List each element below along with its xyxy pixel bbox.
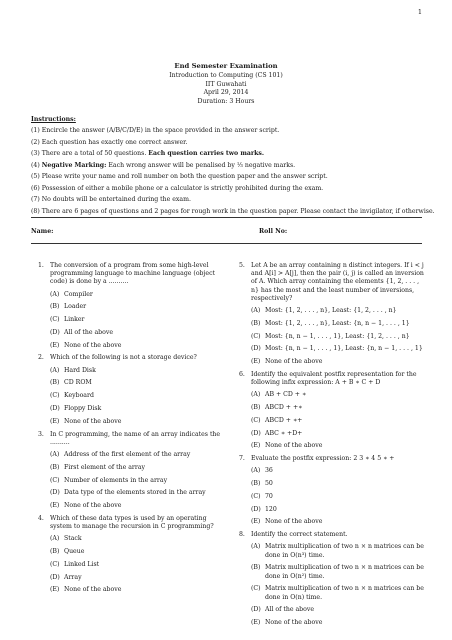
option-text: ABCD + ∗+ <box>265 416 303 424</box>
option-text: ABC ∗ +D+ <box>265 429 303 437</box>
option-text: Keyboard <box>64 392 94 400</box>
answer-option <box>50 316 224 324</box>
answer-option <box>251 543 425 559</box>
answer-option <box>50 535 224 543</box>
answer-option <box>50 502 224 510</box>
option-text: Data type of the elements stored in the array <box>64 489 206 497</box>
option-label: (C) <box>50 476 60 484</box>
instruction-item <box>31 196 423 204</box>
question-number: 2. <box>38 354 44 362</box>
option-label: (A) <box>50 366 60 374</box>
instruction-item <box>31 207 435 216</box>
option-list <box>50 291 224 350</box>
instruction-bold-text: Each question carries two marks. <box>148 150 265 158</box>
option-text: Matrix multiplication of two n × n matrices can be done in O(n³) time. <box>265 543 424 559</box>
questions-right-column <box>239 262 425 632</box>
instruction-text: There are 6 pages of questions and 2 pages for rough work in the question paper. Please contact the invigilator, if otherwise. <box>41 207 435 215</box>
instructions-list <box>31 127 435 216</box>
option-label: (D) <box>251 429 261 437</box>
instruction-item <box>31 185 423 193</box>
answer-option <box>251 417 425 425</box>
option-text: Most: {n, n − 1, . . . , 1}, Least: {1, 2, . . . , n} <box>265 332 410 340</box>
answer-option <box>50 561 224 569</box>
answer-option <box>251 506 425 514</box>
question-number: 8. <box>239 531 245 539</box>
instruction-item <box>31 127 423 135</box>
option-text: Stack <box>64 535 82 543</box>
answer-option <box>251 493 425 501</box>
answer-option <box>50 489 224 497</box>
option-list <box>251 307 425 366</box>
question-number: 4. <box>38 514 44 522</box>
option-label: (B) <box>251 404 261 411</box>
option-text: ABCD + +∗ <box>265 404 303 411</box>
answer-option <box>251 564 425 580</box>
option-label: (D) <box>50 573 60 581</box>
question-text: Identify the equivalent postfix representation for the following infix expression: A + B ∗ C + D <box>251 370 417 387</box>
answer-option <box>251 467 425 475</box>
divider <box>31 217 422 218</box>
name-label: Name: <box>31 228 54 235</box>
option-text: All of the above <box>265 606 315 614</box>
instruction-text: Possession of either a mobile phone or a calculator is strictly prohibited during the exam. <box>41 184 324 192</box>
divider <box>31 243 422 244</box>
option-label: (B) <box>50 303 60 311</box>
answer-option <box>251 442 425 450</box>
answer-option <box>50 379 224 387</box>
option-text: AB + CD + ∗ <box>265 391 307 399</box>
option-text: Linker <box>64 316 85 324</box>
answer-option <box>251 480 425 488</box>
option-list <box>251 391 425 450</box>
option-text: 120 <box>265 505 277 513</box>
question <box>239 371 425 451</box>
answer-option <box>50 342 224 350</box>
option-label: (B) <box>251 480 261 488</box>
question-number: 6. <box>239 370 245 378</box>
option-label: (A) <box>50 290 60 298</box>
option-list <box>50 367 224 426</box>
option-label: (C) <box>251 332 261 340</box>
question-text: Which of these data types is used by an operating system to manage the recursion in C programming? <box>50 514 214 531</box>
option-text: Matrix multiplication of two n × n matrices can be done in O(n²) time. <box>265 564 424 580</box>
instruction-text: There are a total of 50 questions. <box>41 150 149 158</box>
answer-option <box>251 430 425 438</box>
option-label: (C) <box>50 316 60 324</box>
question-number: 3. <box>38 430 44 438</box>
option-text: Array <box>64 573 82 581</box>
question-text: Let A be an array containing n distinct integers. If i < j and A[i] > A[j], then the pair (i, j) is called an inversion of A. Which array containing the elements {1, 2, . . . , n} has the most and the least number of inversions, respectively? <box>251 262 424 302</box>
institute-name: IIT Guwahati <box>205 80 247 88</box>
option-label: (A) <box>50 450 60 458</box>
instruction-number: (4) <box>31 161 40 169</box>
instruction-text: Please write your name and roll number on both the question paper and the answer script. <box>41 173 328 181</box>
answer-option <box>251 333 425 341</box>
answer-option <box>50 392 224 400</box>
question-number: 1. <box>38 262 44 269</box>
question <box>38 354 224 426</box>
instruction-number: (3) <box>31 150 40 158</box>
questions-left-column <box>38 262 224 599</box>
option-list <box>50 535 224 594</box>
option-label: (C) <box>251 416 261 424</box>
option-label: (A) <box>251 543 261 551</box>
answer-option <box>50 418 224 426</box>
option-label: (C) <box>251 585 261 593</box>
option-label: (C) <box>50 560 60 568</box>
option-text: Most: {n, n − 1, . . . , 1}, Least: {n, n − 1, . . . , 1} <box>265 345 423 353</box>
instructions <box>31 116 435 219</box>
option-label: (B) <box>251 564 261 572</box>
option-text: Queue <box>64 548 85 555</box>
answer-option <box>251 320 425 328</box>
answer-option <box>50 329 224 337</box>
option-label: (C) <box>50 392 60 400</box>
option-text: Hard Disk <box>64 366 96 374</box>
option-text: None of the above <box>265 358 323 366</box>
instruction-item <box>31 139 423 147</box>
instruction-text: Each question has exactly one correct answer. <box>41 138 188 146</box>
answer-option <box>251 307 425 315</box>
answer-option <box>50 464 224 472</box>
instruction-number: (1) <box>31 127 40 135</box>
question-stem <box>38 262 224 287</box>
name-roll-bar <box>31 228 422 236</box>
instructions-heading: Instructions: <box>31 116 76 123</box>
question-text: Which of the following is not a storage device? <box>50 354 197 362</box>
question-number: 5. <box>239 262 245 269</box>
option-label: (B) <box>251 319 261 327</box>
option-label: (D) <box>251 505 261 513</box>
option-label: (E) <box>50 502 60 510</box>
option-text: Compiler <box>64 290 93 298</box>
option-label: (E) <box>251 358 261 366</box>
option-text: Most: {1, 2, . . . , n}, Least: {n, n − 1, . . . , 1} <box>265 319 410 327</box>
exam-date: April 29, 2014 <box>203 89 249 97</box>
question-number: 7. <box>239 455 245 463</box>
answer-option <box>50 574 224 582</box>
option-label: (E) <box>50 341 60 349</box>
option-text: None of the above <box>64 341 122 349</box>
option-label: (E) <box>50 586 60 594</box>
option-label: (E) <box>251 442 261 450</box>
option-text: 36 <box>265 467 273 475</box>
instruction-item <box>31 162 423 170</box>
question-stem <box>38 354 224 362</box>
option-text: None of the above <box>64 502 122 510</box>
option-text: None of the above <box>64 417 122 425</box>
option-label: (B) <box>50 548 60 555</box>
answer-option <box>251 606 425 614</box>
option-text: None of the above <box>265 518 323 526</box>
answer-option <box>50 303 224 311</box>
option-text: 50 <box>265 480 273 488</box>
answer-option <box>50 291 224 299</box>
answer-option <box>251 619 425 627</box>
answer-option <box>50 477 224 485</box>
answer-option <box>251 518 425 526</box>
question-stem <box>38 515 224 531</box>
option-text: Floppy Disk <box>64 405 102 412</box>
option-label: (B) <box>50 463 60 471</box>
answer-option <box>251 358 425 366</box>
instruction-number: (6) <box>31 184 40 192</box>
answer-option <box>50 586 224 594</box>
question-text: Evaluate the postfix expression: 2 3 ∗ 4 5 ∗ + <box>251 455 395 463</box>
instruction-bold-text: Negative Marking: <box>41 161 107 169</box>
exam-header <box>0 62 452 107</box>
question <box>239 262 425 366</box>
question-stem <box>239 531 425 539</box>
answer-option <box>50 451 224 459</box>
option-label: (A) <box>251 391 261 399</box>
option-text: All of the above <box>64 328 114 336</box>
question <box>38 262 224 350</box>
question-stem <box>239 371 425 387</box>
option-text: Linked List <box>64 560 100 568</box>
question-text: The conversion of a program from some high-level programming language to machine language (object code) is done by a .......... <box>50 262 216 286</box>
exam-title: End Semester Examination <box>174 62 278 70</box>
option-text: Loader <box>64 303 87 311</box>
question-stem <box>239 455 425 463</box>
option-label: (D) <box>251 345 261 353</box>
question <box>239 531 425 627</box>
option-label: (D) <box>50 489 60 497</box>
question <box>38 431 224 511</box>
question-text: Identify the correct statement. <box>251 531 348 539</box>
answer-option <box>251 345 425 353</box>
answer-option <box>251 404 425 412</box>
option-label: (D) <box>50 405 60 412</box>
option-text: Matrix multiplication of two n × n matrices can be done in O(n) time. <box>265 585 424 601</box>
option-text: None of the above <box>64 586 122 594</box>
answer-option <box>251 391 425 399</box>
question-text: In C programming, the name of an array indicates the .......... <box>50 430 221 446</box>
question-stem <box>239 262 425 303</box>
instruction-number: (2) <box>31 138 40 146</box>
question <box>239 455 425 527</box>
instruction-text: Encircle the answer (A/B/C/D/E) in the space provided in the answer script. <box>41 127 280 135</box>
option-label: (A) <box>251 467 261 475</box>
answer-option <box>50 405 224 413</box>
answer-option <box>251 585 425 601</box>
question-stem <box>38 431 224 447</box>
option-label: (C) <box>251 492 261 500</box>
instruction-text: Each wrong answer will be penalised by ⅓ negative marks. <box>106 161 296 169</box>
option-text: None of the above <box>265 442 323 450</box>
option-text: Number of elements in the array <box>64 476 168 484</box>
roll-label: Roll No: <box>259 228 288 235</box>
option-label: (E) <box>50 417 60 425</box>
instruction-number: (8) <box>31 207 40 215</box>
option-label: (E) <box>251 518 261 526</box>
instruction-text: No doubts will be entertained during the exam. <box>41 196 191 204</box>
option-list <box>251 467 425 526</box>
option-list <box>251 543 425 627</box>
option-label: (A) <box>251 306 261 314</box>
option-label: (B) <box>50 379 60 387</box>
option-text: First element of the array <box>64 463 145 471</box>
option-text: Most: {1, 2, . . . , n}, Least: {1, 2, . . . , n} <box>265 306 397 314</box>
question <box>38 515 224 595</box>
option-text: None of the above <box>265 619 323 627</box>
option-text: CD ROM <box>64 379 92 387</box>
option-label: (A) <box>50 535 60 543</box>
option-label: (E) <box>251 619 261 627</box>
option-list <box>50 451 224 510</box>
instruction-number: (7) <box>31 196 40 204</box>
option-label: (D) <box>251 606 261 614</box>
page-number: 1 <box>417 8 422 16</box>
option-text: Address of the first element of the array <box>64 450 191 458</box>
instruction-item <box>31 173 423 181</box>
option-label: (D) <box>50 328 60 336</box>
exam-duration: Duration: 3 Hours <box>197 98 255 106</box>
course-name: Introduction to Computing (CS 101) <box>169 72 283 80</box>
option-text: 70 <box>265 492 273 500</box>
instruction-number: (5) <box>31 173 40 181</box>
answer-option <box>50 548 224 556</box>
answer-option <box>50 367 224 375</box>
instruction-item <box>31 150 423 158</box>
